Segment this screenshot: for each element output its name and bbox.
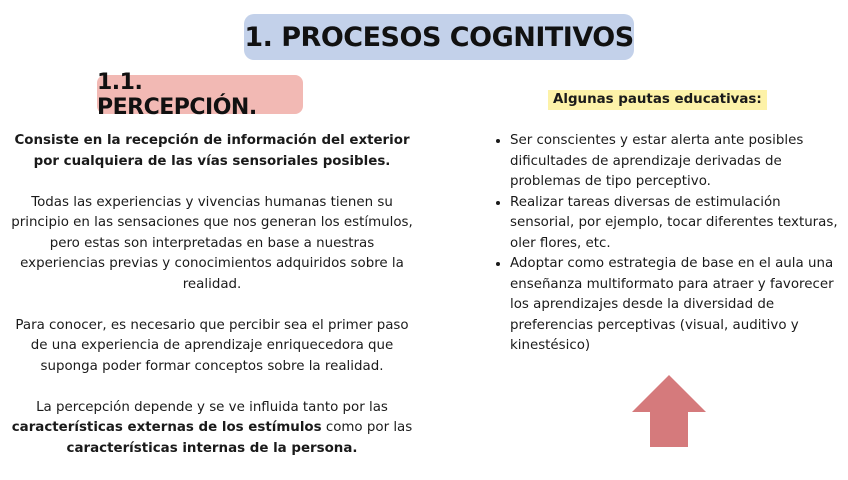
paragraph-3 [10,398,414,460]
list-item: • Realizar tareas diversas de estimulación sensorial, por ejemplo, tocar diferentes texturas, oler flores, etc. [510,193,846,255]
list-item: • Ser conscientes y estar alerta ante posibles dificultades de aprendizaje derivadas de problemas de tipo perceptivo. [510,131,846,193]
definition-text: Consiste en la recepción de información del exterior por cualquiera de las vías sensoriales posibles. [14,133,410,169]
paragraph-1: Todas las experiencias y vivencias humanas tienen su principio en las sensaciones que nos generan los estímulos, pero estas son interpretadas en base a nuestras experiencias previas y conocimientos adquiridos sobre la realidad. [11,194,413,292]
paragraph-2: Para conocer, es necesario que percibir sea el primer paso de una experiencia de aprendizaje enriquecedora que suponga poder formar conceptos sobre la realidad. [15,317,409,374]
page-title: 1. PROCESOS COGNITIVOS [244,14,634,60]
p3-bold2: características internas de la persona. [66,440,358,456]
perception-text [10,131,414,480]
section-title: 1.1. PERCEPCIÓN. [97,75,303,114]
list-item: • Adoptar como estrategia de base en el aula una enseñanza multiformato para atraer y favorecer los aprendizajes desde la diversidad de preferencias perceptivas (visual, auditivo y kinestésico) [510,254,846,357]
p3-part2: como por las [321,420,413,435]
definition-paragraph [10,131,414,172]
p3-part1: La percepción depende y se ve influida tanto por las [36,399,388,415]
up-arrow-icon [632,375,706,447]
guidelines-heading: Algunas pautas educativas: [548,90,767,110]
p3-bold1: características externas de los estímulos [11,420,322,435]
guidelines-list [494,131,846,357]
